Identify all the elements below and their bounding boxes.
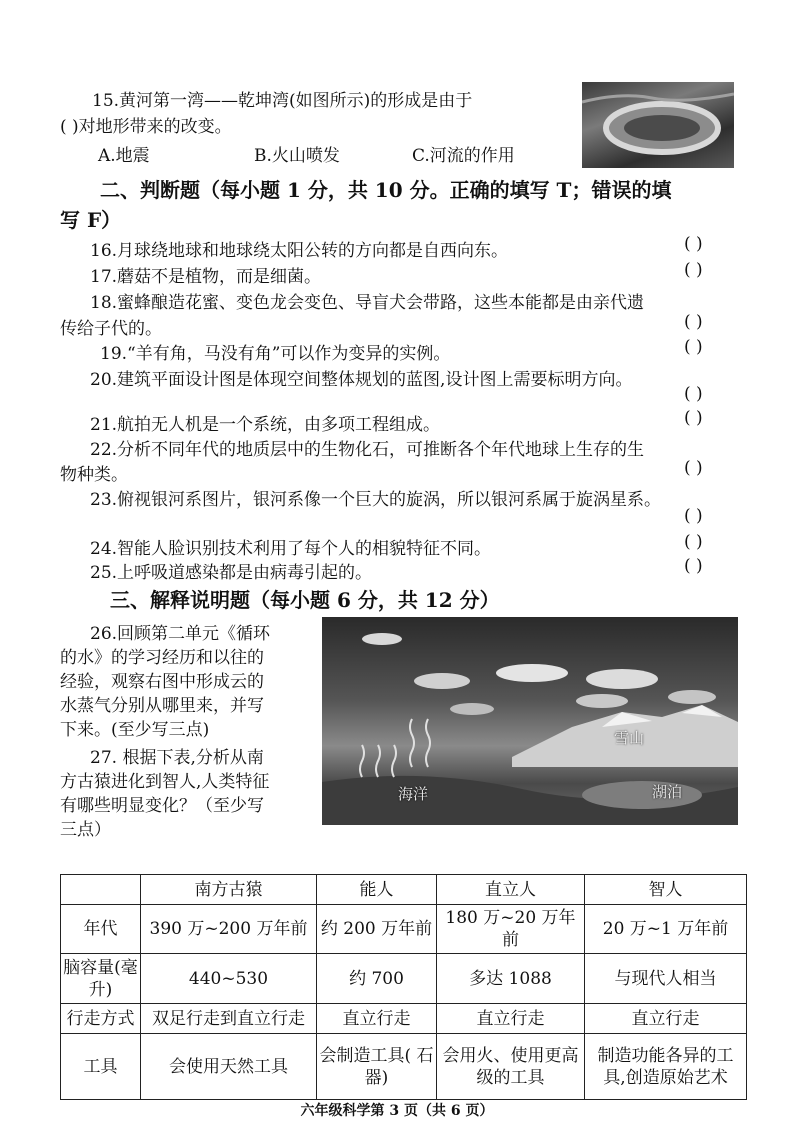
evolution-table: [60, 874, 747, 1100]
q22-line1: 22.分析不同年代的地质层中的生物化石，可推断各个年代地球上生存的生: [90, 440, 645, 460]
q20-answer[interactable]: ( ): [684, 384, 703, 404]
q23-answer[interactable]: ( ): [684, 506, 703, 526]
river-bend-photo: [582, 82, 734, 168]
table-cell: 直立行走: [317, 1004, 437, 1034]
table-cell: 390 万~200 万年前: [141, 905, 317, 954]
q21: 21.航拍无人机是一个系统，由多项工程组成。: [90, 415, 441, 435]
q22-line2: 物种类。: [60, 465, 128, 485]
q19: 19.“羊有角，马没有角”可以作为变异的实例。: [100, 344, 451, 364]
q16: 16.月球绕地球和地球绕太阳公转的方向都是自西向东。: [90, 241, 509, 261]
table-row: [61, 905, 747, 954]
q21-answer[interactable]: ( ): [684, 408, 703, 428]
page-footer: 六年级科学第 3 页（共 6 页）: [300, 1103, 494, 1119]
table-cell: 直立行走: [437, 1004, 585, 1034]
q26-text: [60, 622, 270, 742]
q26-line: 的水》的学习经历和以往的: [60, 648, 264, 668]
q19-answer[interactable]: ( ): [684, 337, 703, 357]
q25: 25.上呼吸道感染都是由病毒引起的。: [90, 563, 373, 583]
table-header-cell: 直立人: [437, 875, 585, 905]
sea-label: 海洋: [398, 785, 429, 803]
q27-text: [60, 746, 269, 842]
section3-title: 三、解释说明题（每小题 6 分，共 12 分）: [110, 588, 500, 612]
q16-answer[interactable]: ( ): [684, 234, 703, 254]
table-cell: 双足行走到直立行走: [141, 1004, 317, 1034]
water-cycle-image: [322, 617, 738, 825]
table-row: [61, 954, 747, 1004]
table-cell: 年代: [61, 905, 141, 954]
q27-line: 27. 根据下表,分析从南: [90, 748, 264, 768]
table-row: [61, 1004, 747, 1034]
lake-label: 湖泊: [652, 783, 683, 801]
table-cell: 会使用天然工具: [141, 1034, 317, 1100]
q26-line: 经验，观察右图中形成云的: [60, 672, 264, 692]
table-cell: 180 万~20 万年前: [437, 905, 585, 954]
table-cell: 会用火、使用更高级的工具: [437, 1034, 585, 1100]
table-cell: 工具: [61, 1034, 141, 1100]
table-header-row: [61, 875, 747, 905]
section2-title-cont: 写 F）: [60, 208, 122, 232]
table-cell: 约 200 万年前: [317, 905, 437, 954]
q17-answer[interactable]: ( ): [684, 260, 703, 280]
q25-answer[interactable]: ( ): [684, 556, 703, 576]
snow-mountain-label: 雪山: [614, 729, 645, 747]
table-header-cell: [61, 875, 141, 905]
table-cell: 会制造工具( 石器): [317, 1034, 437, 1100]
table-header-cell: 智人: [585, 875, 747, 905]
table-cell: 约 700: [317, 954, 437, 1004]
q24: 24.智能人脸识别技术利用了每个人的相貌特征不同。: [90, 539, 492, 559]
q26-line: 26.回顾第二单元《循环: [90, 624, 271, 644]
q27-line: 有哪些明显变化？（至少写: [60, 796, 264, 816]
q26-line: 下来。(至少写三点): [60, 720, 210, 740]
q26-line: 水蒸气分别从哪里来，并写: [60, 696, 264, 716]
table-header-cell: 能人: [317, 875, 437, 905]
q20: 20.建筑平面设计图是体现空间整体规划的蓝图,设计图上需要标明方向。: [90, 370, 633, 390]
table-cell: 20 万~1 万年前: [585, 905, 747, 954]
q22-answer[interactable]: ( ): [684, 458, 703, 478]
q15-option-b[interactable]: B.火山喷发: [254, 146, 340, 166]
q15-line1: 15.黄河第一湾——乾坤湾(如图所示)的形成是由于: [92, 91, 473, 111]
q15-line2: ( )对地形带来的改变。: [60, 117, 232, 137]
table-cell: 制造功能各异的工具,创造原始艺术: [585, 1034, 747, 1100]
table-cell: 与现代人相当: [585, 954, 747, 1004]
table-cell: 直立行走: [585, 1004, 747, 1034]
table-cell: 行走方式: [61, 1004, 141, 1034]
table-cell: 脑容量(毫升): [61, 954, 141, 1004]
table-header-cell: 南方古猿: [141, 875, 317, 905]
q18-answer[interactable]: ( ): [684, 312, 703, 332]
section2-title: 二、判断题（每小题 1 分，共 10 分。正确的填写 T；错误的填: [100, 178, 672, 202]
table-row: [61, 1034, 747, 1100]
q17: 17.蘑菇不是植物，而是细菌。: [90, 267, 322, 287]
q18-line1: 18.蜜蜂酿造花蜜、变色龙会变色、导盲犬会带路，这些本能都是由亲代遗: [90, 293, 645, 313]
q18-line2: 传给子代的。: [60, 319, 162, 339]
q27-line: 三点）: [60, 820, 111, 840]
q15-option-a[interactable]: A.地震: [98, 146, 150, 166]
q23: 23.俯视银河系图片，银河系像一个巨大的旋涡，所以银河系属于旋涡星系。: [90, 490, 662, 510]
q24-answer[interactable]: ( ): [684, 532, 703, 552]
q15-option-c[interactable]: C.河流的作用: [412, 146, 515, 166]
q27-line: 方古猿进化到智人,人类特征: [60, 772, 270, 792]
table-cell: 多达 1088: [437, 954, 585, 1004]
table-cell: 440~530: [141, 954, 317, 1004]
